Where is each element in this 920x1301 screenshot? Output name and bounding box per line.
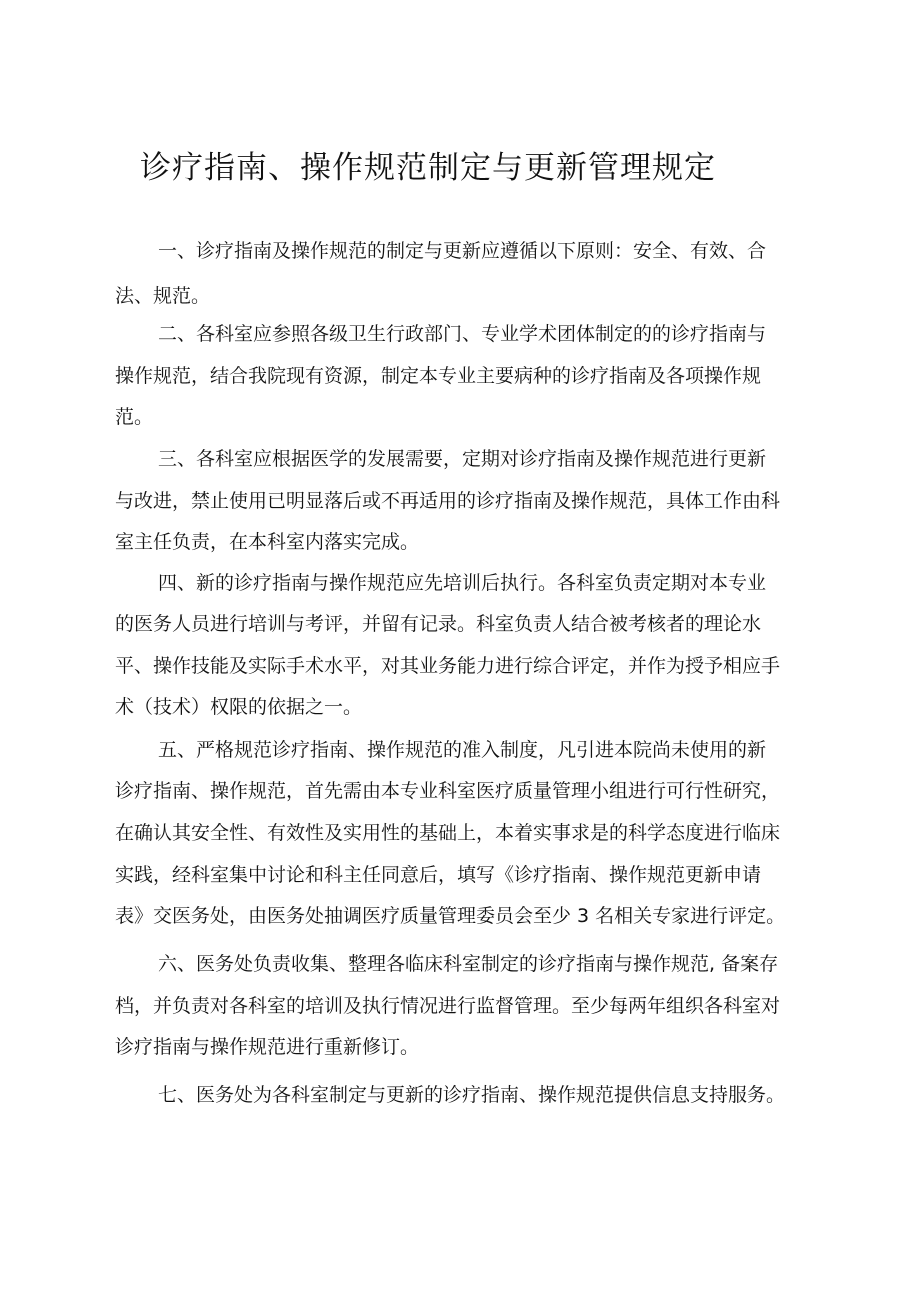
section-7-line-1: 七、医务处为各科室制定与更新的诊疗指南、操作规范提供信息支持服务。 bbox=[158, 1084, 786, 1106]
section-5-line-1: 五、严格规范诊疗指南、操作规范的准入制度，凡引进本院尚未使用的新 bbox=[158, 739, 767, 761]
section-6-line-1: 六、医务处负责收集、整理各临床科室制定的诊疗指南与操作规范, 备案存 bbox=[158, 953, 779, 975]
section-6-line-2: 档，并负责对各科室的培训及执行情况进行监督管理。至少每两年组织各科室对 bbox=[115, 995, 781, 1017]
document-title: 诊疗指南、操作规范制定与更新管理规定 bbox=[140, 150, 716, 186]
section-6-line-3: 诊疗指南与操作规范进行重新修订。 bbox=[115, 1036, 420, 1058]
section-2-line-1: 二、各科室应参照各级卫生行政部门、专业学术团体制定的的诊疗指南与 bbox=[158, 323, 767, 345]
section-1-line-1: 一、诊疗指南及操作规范的制定与更新应遵循以下原则：安全、有效、合 bbox=[158, 240, 767, 262]
section-4-line-2: 的医务人员进行培训与考评，并留有记录。科室负责人结合被考核者的理论水 bbox=[115, 613, 762, 635]
section-5-line-2: 诊疗指南、操作规范，首先需由本专业科室医疗质量管理小组进行可行性研究， bbox=[115, 780, 781, 802]
section-4-line-4: 术（技术）权限的依据之一。 bbox=[115, 696, 363, 718]
section-2-line-2: 操作规范，结合我院现有资源，制定本专业主要病种的诊疗指南及各项操作规 bbox=[115, 365, 762, 387]
section-3-line-1: 三、各科室应根据医学的发展需要，定期对诊疗指南及操作规范进行更新 bbox=[158, 448, 767, 470]
section-5-line-4: 实践，经科室集中讨论和科主任同意后，填写《诊疗指南、操作规范更新申请 bbox=[115, 864, 762, 886]
section-4-line-3: 平、操作技能及实际手术水平，对其业务能力进行综合评定，并作为授予相应手 bbox=[115, 655, 781, 677]
section-3-line-3: 室主任负责，在本科室内落实完成。 bbox=[115, 531, 420, 553]
section-5-line-5: 表》交医务处，由医务处抽调医疗质量管理委员会至少 3 名相关专家进行评定。 bbox=[115, 905, 786, 927]
section-5-line-3: 在确认其安全性、有效性及实用性的基础上，本着实事求是的科学态度进行临床 bbox=[115, 822, 781, 844]
section-3-line-2: 与改进，禁止使用已明显落后或不再适用的诊疗指南及操作规范，具体工作由科 bbox=[115, 490, 781, 512]
section-1-line-2: 法、规范。 bbox=[115, 285, 211, 307]
section-4-line-1: 四、新的诊疗指南与操作规范应先培训后执行。各科室负责定期对本专业 bbox=[158, 572, 767, 594]
section-2-line-3: 范。 bbox=[115, 406, 154, 428]
